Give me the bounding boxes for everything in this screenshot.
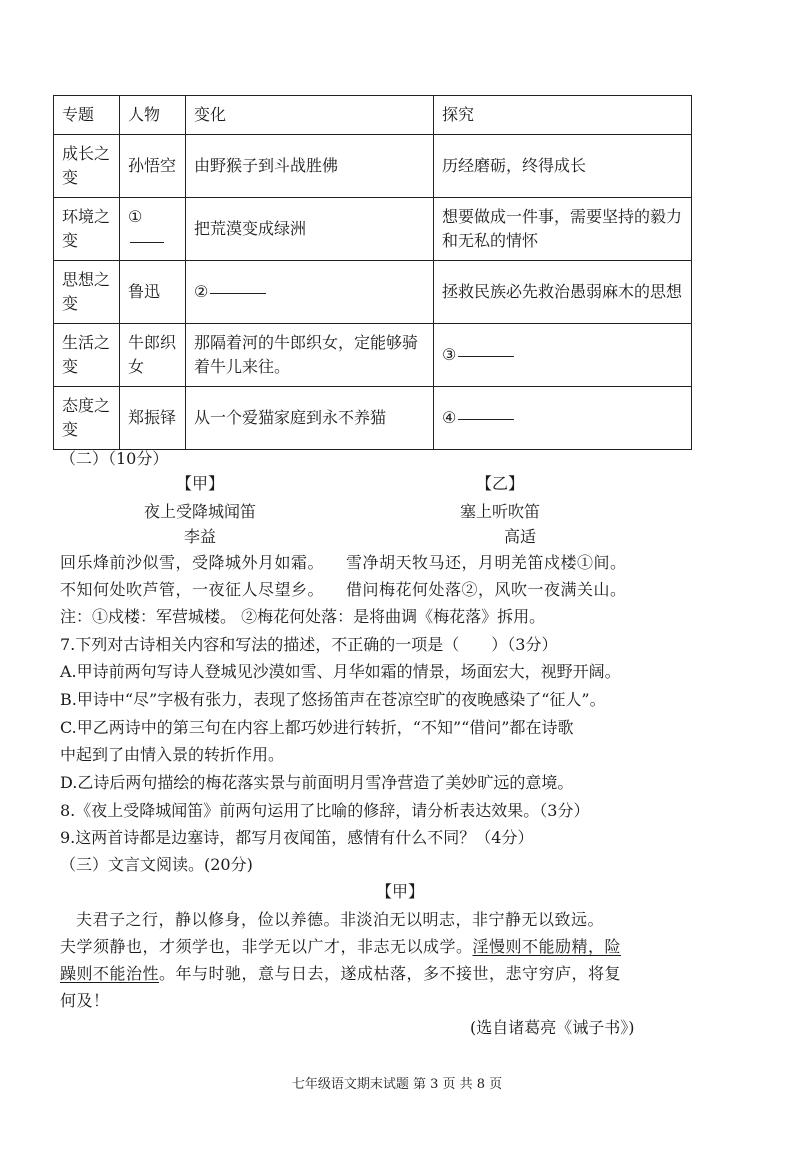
blank-marker: ① xyxy=(128,207,143,226)
passage-line-1: 夫君子之行，静以修身，俭以养德。非淡泊无以明志，非宁静无以致远。 xyxy=(76,910,605,929)
cell-topic: 成长之变 xyxy=(54,135,120,198)
header-change: 变化 xyxy=(186,96,434,135)
cell-explore-blank[interactable] xyxy=(434,324,692,387)
underlined-sentence: 躁则不能治性 xyxy=(60,964,160,983)
cell-topic: 思想之变 xyxy=(54,261,120,324)
poem-a-line2: 不知何处吹芦管，一夜征人尽望乡。 xyxy=(60,580,325,599)
section-3-heading: （三）文言文阅读。(20分) xyxy=(60,855,253,874)
question-7-option-a[interactable]: A.甲诗前两句写诗人登城见沙漠如雪、月华如霜的情景，场面宏大，视野开阔。 xyxy=(60,662,621,681)
poem-line-1 xyxy=(60,551,740,575)
passage-line-3 xyxy=(60,962,740,986)
cell-change: 那隔着河的牛郎织女，定能够骑着牛儿来往。 xyxy=(186,324,434,387)
cell-change: 从一个爱猫家庭到永不养猫 xyxy=(186,387,434,450)
cell-topic: 生活之变 xyxy=(54,324,120,387)
blank-marker: ② xyxy=(194,282,209,301)
cell-explore-blank[interactable] xyxy=(434,387,692,450)
passage-line-2 xyxy=(60,935,740,959)
blank-marker: ④ xyxy=(442,408,457,427)
cell-change-blank[interactable] xyxy=(186,261,434,324)
cell-explore: 想要做成一件事，需要坚持的毅力和无私的情怀 xyxy=(434,198,692,261)
poem-b-line2: 借问梅花何处落②，风吹一夜满关山。 xyxy=(346,580,627,599)
question-7-option-c[interactable]: C.甲乙两诗中的第三句在内容上都巧妙进行转折，“不知”“借问”都在诗歌 xyxy=(60,718,574,737)
fill-blank-line[interactable] xyxy=(210,292,266,294)
table-row xyxy=(54,261,692,324)
passage-text: 。年与时驰，意与日去，遂成枯落，多不接世，悲守穷庐，将复 xyxy=(159,964,622,983)
poem-line-2 xyxy=(60,578,740,602)
cell-person-blank[interactable] xyxy=(120,198,186,261)
blank-marker: ③ xyxy=(442,345,457,364)
header-topic: 专题 xyxy=(54,96,120,135)
table-row xyxy=(54,324,692,387)
poem-b-author: 高适 xyxy=(503,527,536,546)
section-2-heading: （二）（10分） xyxy=(60,449,169,468)
poem-a-author: 李益 xyxy=(183,527,216,546)
fill-blank-line[interactable] xyxy=(458,418,514,420)
question-7-option-d[interactable]: D.乙诗后两句描绘的梅花落实景与前面明月雪净营造了美妙旷远的意境。 xyxy=(60,773,574,792)
cell-person: 郑振铎 xyxy=(120,387,186,450)
poem-a-line1: 回乐烽前沙似雪，受降城外月如霜。 xyxy=(60,553,325,572)
header-person: 人物 xyxy=(120,96,186,135)
cell-change: 把荒漠变成绿洲 xyxy=(186,198,434,261)
poem-a-title: 夜上受降城闻笛 xyxy=(143,502,256,521)
passage-a-mark: 【甲】 xyxy=(375,882,424,901)
cell-person: 孙悟空 xyxy=(120,135,186,198)
fill-blank-line[interactable] xyxy=(130,241,164,243)
poem-note: 注：①戍楼：军营城楼。 ②梅花何处落：是将曲调《梅花落》拆用。 xyxy=(60,607,546,626)
poem-b-title: 塞上听吹笛 xyxy=(459,502,540,521)
table-row xyxy=(54,198,692,261)
cell-explore: 历经磨砺，终得成长 xyxy=(434,135,692,198)
question-7-option-b[interactable]: B.甲诗中“尽”字极有张力，表现了悠扬笛声在苍凉空旷的夜晚感染了“征人”。 xyxy=(60,690,606,709)
passage-line-4: 何及！ xyxy=(60,991,110,1010)
poem-b-mark: 【乙】 xyxy=(475,474,524,493)
question-7-option-c-cont: 中起到了由情入景的转折作用。 xyxy=(60,745,285,764)
cell-person: 牛郎织女 xyxy=(120,324,186,387)
cell-topic: 态度之变 xyxy=(54,387,120,450)
underlined-sentence: 淫慢则不能励精，险 xyxy=(472,937,622,956)
question-8: 8.《夜上受降城闻笛》前两句运用了比喻的修辞，请分析表达效果。（3分） xyxy=(60,801,590,820)
cell-explore: 拯救民族必先救治愚弱麻木的思想 xyxy=(434,261,692,324)
cell-change: 由野猴子到斗战胜佛 xyxy=(186,135,434,198)
passage-source: (选自诸葛亮《诫子书》) xyxy=(470,1018,635,1037)
cell-person: 鲁迅 xyxy=(120,261,186,324)
page-footer: 七年级语文期末试题 第 3 页 共 8 页 xyxy=(291,1077,503,1092)
question-7: 7.下列对古诗相关内容和写法的描述，不正确的一项是（ ）（3分） xyxy=(60,635,558,654)
header-explore: 探究 xyxy=(434,96,692,135)
poem-b-line1: 雪净胡天牧马还，月明羌笛戍楼①间。 xyxy=(346,553,627,572)
passage-text: 夫学须静也，才须学也，非学无以广才，非志无以成学。 xyxy=(60,937,473,956)
table-header-row xyxy=(54,96,692,135)
table-row xyxy=(54,135,692,198)
poem-a-mark: 【甲】 xyxy=(175,474,224,493)
question-9: 9.这两首诗都是边塞诗，都写月夜闻笛，感情有什么不同？（4分） xyxy=(60,828,534,847)
topic-table xyxy=(53,95,692,450)
cell-topic: 环境之变 xyxy=(54,198,120,261)
fill-blank-line[interactable] xyxy=(458,355,514,357)
table-row xyxy=(54,387,692,450)
